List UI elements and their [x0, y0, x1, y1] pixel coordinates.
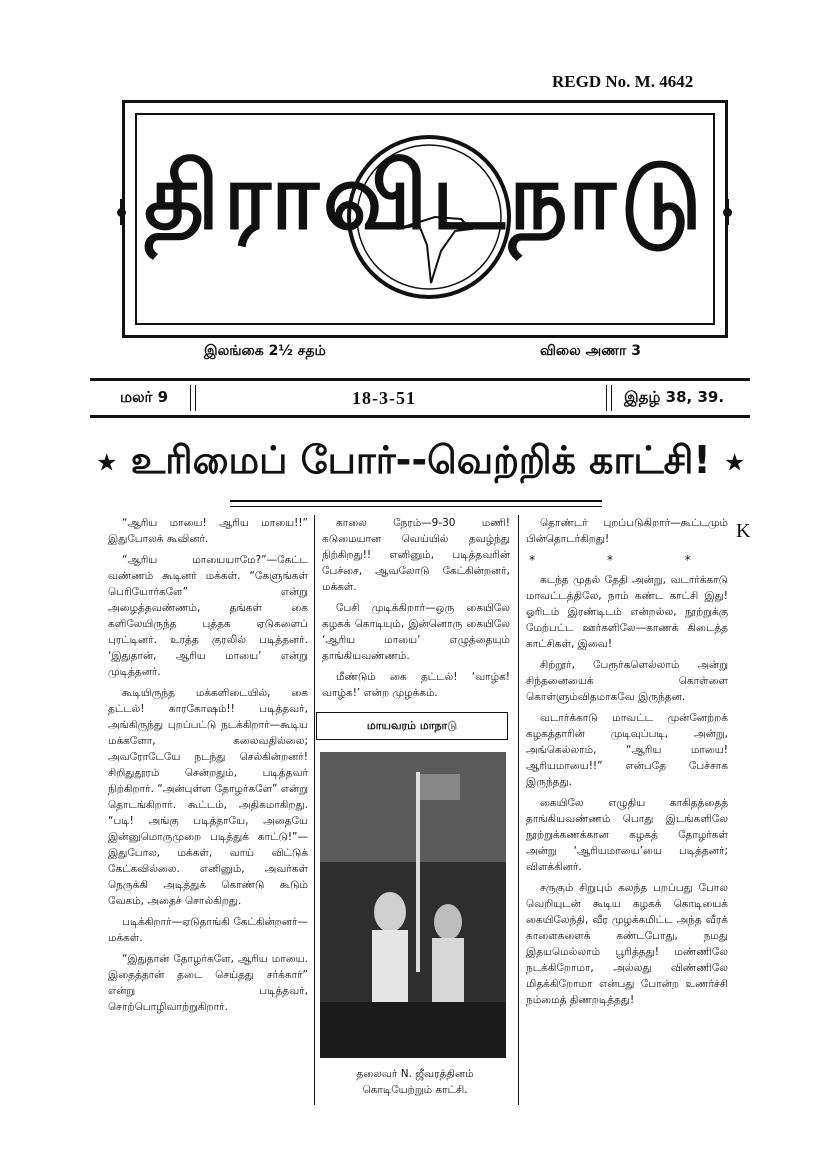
star-icon: ★ [723, 448, 746, 477]
paragraph: மீண்டும் கை தட்டல்! ‘வாழ்க! வாழ்க!’ என்ற முழக்கம். [322, 671, 510, 699]
paragraph: கையிலே எழுதிய காகிதத்தைத் தாங்கியவண்ணம் பொது இடங்களிலே நூற்றுக்கணக்கான கழகத் தோழர்கள் அன்று ‘ஆரியமாயை’யை படித்தனர்; விளக்கினர். [526, 797, 728, 873]
info-divider [190, 385, 196, 411]
paragraph: சிற்றூர், பேரூர்களெல்லாம் அன்று சிந்தனையைக் கொள்ளை கொள்ளும்விதமாகவே இருந்தன. [526, 659, 728, 703]
issue-number: இதழ் 38, 39. [624, 388, 725, 406]
caption-line: தலைவர் N. ஜீவரத்தினம் [356, 1068, 474, 1080]
column-1 [108, 515, 308, 1020]
india-price: விலை அணா 3 [540, 343, 641, 359]
paragraph: கூடியிருந்த மக்களிடையில், கை தட்டல்! காரகோஷம்!! படித்தவர், அங்கிருந்து புறப்பட்டு நடக்கிறார்—கூடிய மக்களோ, கலைவதில்லை; அவரோடேயே நடந்து செல்கின்றனர்! சிறிதுதூரம் சென்றதும், படித்தவர் நிற்கிறார். “அன்புள்ள தோழர்களே” என்று தொடங்கிறார். கூட்டம், அதிகமாகிறது. “படி! அங்கு படித்தாயே, அதையே இன்னுமொருமுறை படித்துக் காட்டு!”—இதுபோல, மக்கள், வாய் விட்டுக் கேட்கவில்லை. எனினும், அவர்கள் நெருக்கி அடித்துக் கொண்டு கூடும் வேகம், அதைச் சொல்கிறது. [108, 687, 308, 907]
photo-image [320, 752, 506, 1058]
headline-text: உரிமைப் போர்--வெற்றிக் காட்சி! [130, 438, 711, 482]
issue-date: 18-3-51 [352, 388, 416, 408]
paragraph: “இதுதான் தோழர்களே, ஆரிய மாயை. இதைத்தான் தடை செய்தது சர்க்கார்” என்று படித்தவர், சொற்பொழிவாற்றுகிறார். [108, 953, 308, 1013]
issue-info-bar [90, 378, 750, 418]
headline-rule [230, 500, 602, 507]
caption-line: கொடியேற்றும் காட்சி. [362, 1084, 468, 1096]
margin-mark: K [736, 520, 751, 542]
registration-number: REGD No. M. 4642 [552, 72, 694, 91]
paragraph: சருகும் சிறுபும் கலந்த பறப்பது போல வெறியுடன் கூடிய கழகக் கொடியைக் கையிலேந்தி, வீர முழக்கமிட்ட அந்த வீரக் காளைகளைக் கண்டபோது, நமது இதயமெல்லாம் பூரித்தது! மண்ணிலே நடக்கிறோமா, அல்லது விண்ணிலே மிதக்கிறோமா என்பது போன்ற உணர்ச்சி நம்மைத் திணறடித்தது! [526, 882, 728, 1006]
flag-hoisting-photo [320, 752, 506, 1058]
paragraph: வடார்க்காடு மாவட்ட முன்னேற்றக் கழகத்தாரின் முடிவுப்படி, அன்று, அங்கெல்லாம், “ஆரிய மாயை! ஆரியமாயை!!” என்பதே பேச்சாக இருந்தது. [526, 712, 728, 788]
paragraph: கடந்த முதல் தேதி அன்று, வடார்க்காடு மாவட்டத்திலே, நாம் கண்ட காட்சி இது! ஓரிடம் இரண்டிடம் என்றல்ல, நூற்றுக்கு மேற்பட்ட ஊர்களிலே—காணக் கிடைத்த காட்சிகள், இவை! [526, 574, 728, 650]
star-icon: ★ [96, 448, 118, 477]
headline [96, 438, 756, 488]
paragraph: “ஆரிய மாயையாமே?”—கேட்ட வண்ணம் கூடினர் மக்கள். “கேளுங்கள் பெரியோர்களே” என்று அழைத்தவண்ணம், தங்கள் கை களிலேயிருந்த புத்தக ஏடுகளைப் புரட்டினர். உரத்த குரலில் படித்தனர். ‘இதுதான், ஆரிய மாயை’ என்று முடித்தனர். [108, 554, 308, 678]
section-break: * * * [529, 553, 725, 567]
ceylon-price: இலங்கை 2½ சதம் [204, 343, 326, 359]
column-2 [322, 515, 510, 706]
paragraph: தொண்டர் புறப்படுகிறார்—கூட்டமும் பின்தொடர்கிறது! [526, 517, 728, 545]
paragraph: “ஆரிய மாயை! ஆரிய மாயை!!” இதுபோலக் கூவினர். [108, 517, 308, 545]
column-divider [314, 515, 315, 1105]
info-divider [606, 385, 612, 411]
paragraph: படிக்கிறார்—ஏடுதாங்கி கேட்கின்றனர்—மக்கள். [108, 916, 308, 944]
volume-number: மலர் 9 [120, 388, 169, 406]
column-divider [518, 515, 519, 1105]
photo-section [316, 712, 514, 1094]
masthead-title: திராவிடநாடு [143, 143, 707, 250]
photo-caption [316, 1066, 514, 1098]
masthead-frame [122, 100, 728, 338]
paragraph: காலை நேரம்—9-30 மணி! கடுமையான வெய்யில் தவழ்ந்து நிற்கிறது!! எனினும், படித்தவரின் பேச்சை, ஆவலோடு கேட்கின்றனர், மக்கள். [322, 517, 510, 593]
column-3 [526, 515, 728, 1013]
paragraph: பேசி முடிக்கிறார்—ஒரு கையிலே கழகக் கொடியும், இன்னொரு கையிலே ‘ஆரிய மாயை’ எழுத்தையும் தாங்கியவண்ணம். [322, 602, 510, 662]
photo-title: மாயவரம் மாநாடு [316, 712, 508, 740]
